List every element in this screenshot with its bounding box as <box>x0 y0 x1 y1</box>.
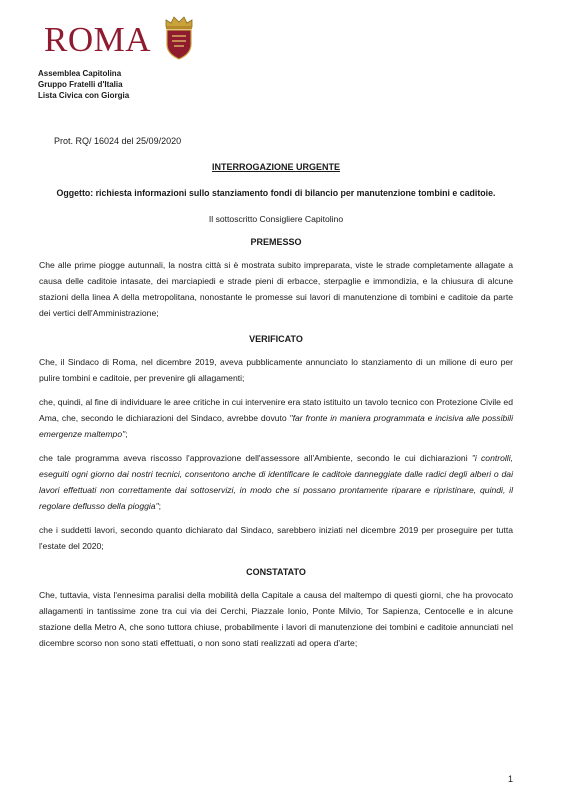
council-groups <box>38 68 129 101</box>
paragraph-text: che, quindi, al fine di individuare le aree critiche in cui intervenire era stato istituito un tavolo tecnico con Protezione Civile ed Ama, che, secondo le dichiarazioni del Sindaco, avrebbe dovuto <box>39 397 513 423</box>
protocol-number: Prot. RQ/ 16024 del 25/09/2020 <box>54 136 182 146</box>
paragraph-text: ; <box>125 429 128 439</box>
verificato-paragraph-1: Che, il Sindaco di Roma, nel dicembre 2019, aveva pubblicamente annunciato lo stanziamento di un milione di euro per pulire tombini e caditoie, per prevenire gli allagamenti; <box>39 357 513 383</box>
roma-logo <box>44 14 204 64</box>
logo-text: ROMA <box>44 20 152 59</box>
quotation: "far fronte in maniera programmata e incisiva alle possibili emergenze maltempo" <box>39 413 513 439</box>
group-line: Lista Civica con Giorgia <box>38 91 130 100</box>
constatato-heading: CONSTATATO <box>246 567 306 577</box>
paragraph-text: che tale programma aveva riscosso l'approvazione dell'assessore all'Ambiente, secondo le cui dichiarazioni <box>39 453 472 463</box>
roma-crest-icon <box>162 14 196 60</box>
verificato-paragraph-3 <box>39 450 513 514</box>
premesso-heading: PREMESSO <box>250 237 302 247</box>
constatato-paragraph: Che, tuttavia, vista l'ennesima paralisi della mobilità della Capitale a causa del maltempo di questi giorni, che ha provocato allagamenti in tantissime zone tra cui via dei Cerchi, Piazzale Ionio, Ponte Milvio, Tor Sapienza, Centocelle e in alcune stazione della Metro A, che sono tuttora chiuse, probabilmente i lavori di manutenzione dei tombini e caditoie annunciati nel dicembre scorso non sono stati effettuati, o non sono stati realizzati ad opera d'arte; <box>39 590 513 648</box>
quotation: "i controlli, eseguiti ogni giorno dai nostri tecnici, consentono anche di identificare le caditoie danneggiate dalle radici degli alberi o dai lavori effettuati non correttamente dai sottoservizi, in modo che si possano prontamente riparare e ripristinare, quindi, il regolare deflusso della pioggia" <box>39 453 513 511</box>
group-line: Assemblea Capitolina <box>38 69 122 78</box>
premesso-paragraph: Che alle prime piogge autunnali, la nostra città si è mostrata subito impreparata, viste le strade completamente allagate a causa delle caditoie intasate, dei marciapiedi e strade pieni di erbacce, sterpaglie e immondizia, e la chiusura di alcune stazioni della linea A della metropolitana, nonostante le promesse sui lavori di manutenzione di tombini e caditoie da parte dei vertici dell'Amministrazione; <box>39 260 513 318</box>
group-line: Gruppo Fratelli d'Italia <box>38 80 123 89</box>
verificato-paragraph-4: che i suddetti lavori, secondo quanto dichiarato dal Sindaco, sarebbero iniziati nel dicembre 2019 per proseguire per tutta l'estate del 2020; <box>39 525 513 551</box>
signatory-line: Il sottoscritto Consigliere Capitolino <box>208 214 344 224</box>
document-title: INTERROGAZIONE URGENTE <box>211 162 340 172</box>
document-body <box>39 159 513 659</box>
document-subject: Oggetto: richiesta informazioni sullo stanziamento fondi di bilancio per manutenzione tombini e caditoie. <box>56 188 496 198</box>
page-number: 1 <box>508 774 514 784</box>
verificato-heading: VERIFICATO <box>249 334 303 344</box>
paragraph-text: ; <box>158 501 162 511</box>
verificato-paragraph-2 <box>39 394 513 442</box>
